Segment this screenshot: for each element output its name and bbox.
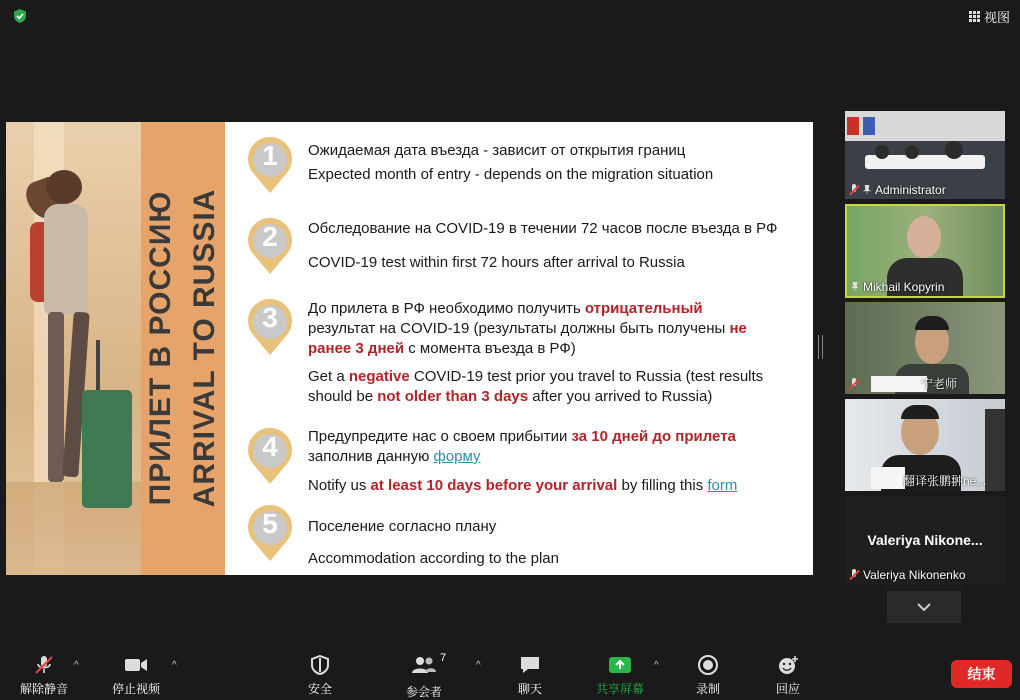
item-3-en: Get a negative COVID-19 test prior you travel to Russia (test results should be not older than 3 days after you arrived to Russia) xyxy=(308,368,764,405)
people-icon xyxy=(410,654,438,676)
participant-tile-translator[interactable] xyxy=(845,399,1005,491)
participants-options-caret[interactable]: ^ xyxy=(476,660,481,671)
participants-button[interactable]: 7 参会者 xyxy=(406,652,447,699)
end-meeting-button[interactable]: 结束 xyxy=(951,660,1012,688)
unmute-button[interactable]: 解除静音 xyxy=(20,654,68,697)
share-options-caret[interactable]: ^ xyxy=(654,660,659,671)
participant-name: 宁老师 xyxy=(921,377,958,391)
marker-2-icon: 2 xyxy=(246,217,294,275)
video-options-caret[interactable]: ^ xyxy=(172,660,177,671)
mic-muted-icon xyxy=(849,378,859,390)
show-more-participants-button[interactable] xyxy=(887,591,961,623)
mic-muted-icon xyxy=(849,569,859,581)
participant-display-name: Valeriya Nikone... xyxy=(867,532,983,548)
marker-4-icon: 4 xyxy=(246,427,294,485)
item-1-en: Expected month of entry - depends on the migration situation xyxy=(308,166,714,183)
item-2-ru: Обследование на COVID-19 в течении 72 часов после въезда в РФ xyxy=(308,220,778,237)
item-4-ru: Предупредите нас о своем прибытии за 10 дней до прилета заполнив данную форму xyxy=(308,428,736,465)
shared-screen-slide xyxy=(6,122,813,575)
vertical-title-en: ARRIVAL TO RUSSIA xyxy=(188,188,221,508)
item-5-ru: Поселение согласно плану xyxy=(308,518,497,535)
marker-5-icon: 5 xyxy=(246,504,294,562)
participant-tile-mikhail[interactable] xyxy=(845,204,1005,298)
record-button[interactable]: 录制 xyxy=(696,654,720,697)
item-2-en: COVID-19 test within first 72 hours after arrival to Russia xyxy=(308,254,685,271)
participants-count: 7 xyxy=(440,652,447,664)
participant-name: Administrator xyxy=(875,183,946,197)
chevron-down-icon xyxy=(916,602,932,612)
security-button[interactable]: 安全 xyxy=(308,654,332,697)
mic-muted-icon xyxy=(33,654,55,676)
view-label: 视图 xyxy=(983,9,1010,25)
view-button[interactable] xyxy=(969,6,1010,26)
reactions-button[interactable]: 回应 xyxy=(776,654,800,697)
video-camera-icon xyxy=(123,654,149,676)
pin-icon xyxy=(851,282,859,293)
stop-video-button[interactable]: 停止视频 xyxy=(112,654,160,697)
grid-icon xyxy=(969,11,980,22)
marker-1-icon: 1 xyxy=(246,136,294,194)
traveler-photo xyxy=(6,122,141,575)
marker-3-icon: 3 xyxy=(246,298,294,356)
security-shield-icon[interactable] xyxy=(12,8,28,24)
share-screen-icon xyxy=(607,654,633,676)
vertical-title-ru: ПРИЛЕТ В РОССИЮ xyxy=(144,190,177,506)
participant-tile-ning[interactable] xyxy=(845,302,1005,394)
chat-button[interactable]: 聊天 xyxy=(518,654,542,697)
form-link-ru[interactable]: форму xyxy=(433,448,481,465)
item-4-en: Notify us at least 10 days before your arrival by filling this form xyxy=(308,477,738,494)
chat-bubble-icon xyxy=(518,654,542,676)
participant-tile-administrator[interactable] xyxy=(845,111,1005,199)
audio-options-caret[interactable]: ^ xyxy=(74,660,79,671)
pin-icon xyxy=(863,185,871,196)
participant-name: 翻译张鹏翀ne... xyxy=(903,474,987,488)
emoji-add-icon xyxy=(776,654,800,676)
share-screen-button[interactable]: 共享屏幕 xyxy=(596,654,644,697)
panel-resize-handle[interactable] xyxy=(818,335,823,359)
participant-name: Valeriya Nikonenko xyxy=(863,568,966,582)
vertical-title xyxy=(139,189,227,508)
item-1-ru: Ожидаемая дата въезда - зависит от открытия границ xyxy=(308,142,686,159)
participant-tile-valeriya[interactable] xyxy=(845,496,1005,584)
participant-name: Mikhail Kopyrin xyxy=(863,280,945,294)
record-icon xyxy=(697,654,719,676)
item-3-ru: До прилета в РФ необходимо получить отрицательный результат на COVID-19 (результаты должны быть получены не ранее 3 дней с момента въезда в РФ) xyxy=(308,300,747,357)
item-5-en: Accommodation according to the plan xyxy=(308,550,559,567)
mic-muted-icon xyxy=(849,184,859,196)
shield-icon xyxy=(309,654,331,676)
form-link-en[interactable]: form xyxy=(707,477,738,494)
